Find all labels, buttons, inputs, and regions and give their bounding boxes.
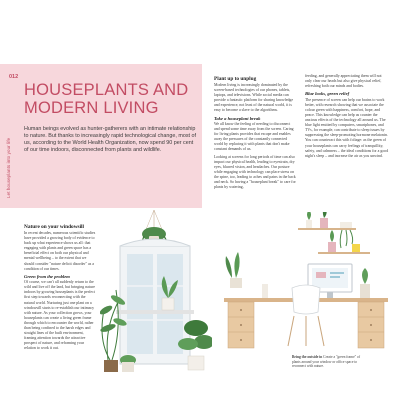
side-label: Let houseplants into your life	[6, 137, 11, 198]
subheading-houseplant-break: Take a houseplant break	[214, 115, 261, 121]
page-title	[24, 82, 194, 117]
page-number: 012	[9, 74, 19, 80]
title-line-2: MODERN LIVING	[24, 98, 159, 117]
paragraph: In recent decades, numerous scientific studies have provided a growing body of evidence to back up what experience shows us all: that engaging with plants and green space has a beneficial effect on both our physical and mental wellbeing – to the extent that we should consider "nature deficit disorder" as a condition of our times.	[24, 231, 96, 271]
paragraph: We all know the feeling of needing to disconnect and spend some time away from the screen. Caring for living plants provides that escape and enables away the pressures of the constantly connected world by replacing it with plants that don't make constant demands of us.	[214, 121, 294, 152]
subheading-blue-looks: Blue looks, green relief	[305, 91, 350, 97]
subheading-green-problem: Green from the problem	[24, 273, 70, 279]
column-1	[24, 222, 96, 353]
side-label-container	[6, 88, 14, 198]
title-line-1: HOUSEPLANTS AND	[24, 81, 189, 99]
column-2	[214, 74, 296, 192]
window-plants-illustration	[100, 210, 212, 380]
paragraph: The presence of screen can help our brains to work better, with research showing that we associate the colour green with happiness, comfort, hope, and peace. This knowledge can help us counter the anxious effects of the technology all around us. The blue light emitted by computers, smartphones, and TVs, for example, can contribute to sleep issues by suppressing the sleep-promoting hormone melatonin. You can counteract this with foliage: as the green of your houseplants can carry feelings of tranquillity, safety, and calmness – the ideal conditions for a good night's sleep – and increase the air as you unwind.	[305, 97, 389, 158]
paragraph: Of course, we can't all suddenly return to the wild and live off the land, but bringing nature indoors by growing houseplants is the perfect first step towards reconnecting with the natural world. Nurturing just one plant on a windowsill starts to re-establish our intimacy with nature. As your collection grows, your houseplants can create a living green frame through which to encounter the world, rather than being confined to the harsh edges and straight lines of the built environment, framing attention towards the attractive prospect of nature, and reframing your relation to work it out.	[24, 280, 95, 351]
caption-text: Create a "green frame" of plants around your window or office space to reconnect with nature.	[292, 355, 361, 369]
paragraph: Looking at screens for long periods of time can also impact our physical health, leading to eyestrain, dry eyes, blurred vision, and headaches. Our posture while engaging with technology can place stress on the spine, too, leading to aches and pains in the back and neck. So having a "houseplant break" to care for plants by watering,	[214, 154, 296, 190]
paragraph: Modern living is increasingly dominated by the screen-based technologies of our phones, tablets, laptops, and televisions. While social media can provide a fantastic platform for sharing knowledge and experience, not least of the natural world, it is easy to become a slave to the algorithms.	[214, 83, 294, 113]
illustration-caption	[292, 355, 364, 369]
caption-title: Bring the outside in	[292, 355, 323, 359]
heading-plant-up-unplug: Plant up to unplug	[214, 76, 257, 82]
paragraph: feeding, and generally appreciating them will not only clear our heads but also give physical relief, refreshing both our minds and bodies.	[305, 74, 382, 89]
column-3	[305, 74, 389, 161]
intro-paragraph: Human beings evolved as hunter-gatherers with an intimate relationship to nature. But thanks to increasingly rapid technological change, most of us, according to the World Health Organization, now spend 90 per cent of our time indoors, disconnected from plants and wildlife.	[24, 126, 197, 154]
heading-nature-windowsill: Nature on your windowsill	[24, 224, 84, 230]
desk-illustration	[222, 212, 398, 352]
